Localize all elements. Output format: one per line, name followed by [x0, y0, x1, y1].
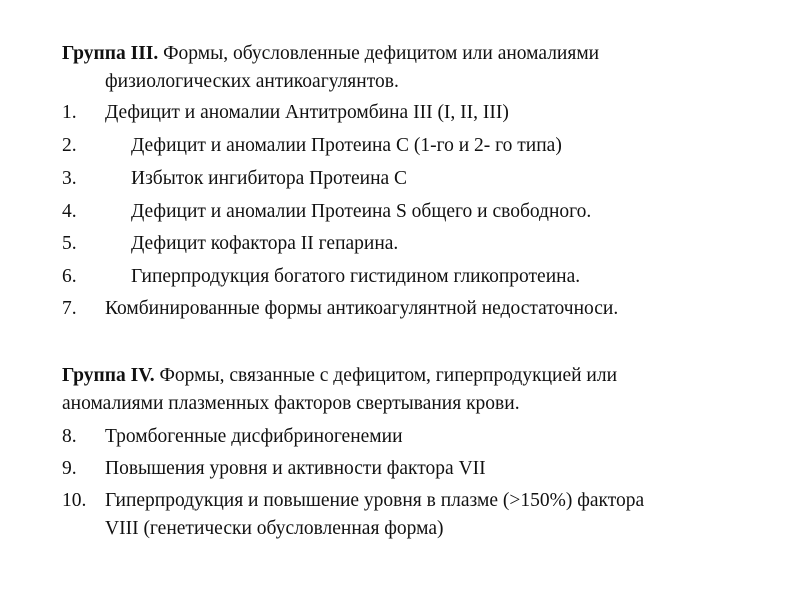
- list-item-number: 1.: [62, 102, 77, 123]
- list-item-number: 7.: [62, 298, 77, 319]
- list-item-text: Дефицит и аномалии Протеина С (1-го и 2- го типа): [131, 135, 562, 156]
- group4-heading-continued: аномалиями плазменных факторов свертывания крови.: [62, 393, 520, 414]
- group4-heading: [62, 364, 617, 388]
- group4-title: Группа IV.: [62, 365, 155, 386]
- list-item-text: Дефицит и аномалии Протеина S общего и свободного.: [131, 201, 592, 222]
- list-item-text: Избыток ингибитора Протеина С: [131, 168, 408, 189]
- list-item-text: Дефицит кофактора II гепарина.: [131, 233, 399, 254]
- list-item-text: Комбинированные формы антикоагулянтной недостаточноси.: [105, 298, 619, 319]
- group3-heading-text: Формы, обусловленные дефицитом или аномалиями: [158, 43, 600, 64]
- list-item-number: 4.: [62, 201, 77, 222]
- list-item-text: Гиперпродукция и повышение уровня в плазме (>150%) фактора: [105, 490, 645, 511]
- list-item-number: 8.: [62, 426, 77, 447]
- list-item-number: 2.: [62, 135, 77, 156]
- group3-heading: [62, 42, 599, 66]
- list-item-text: Гиперпродукция богатого гистидином гликопротеина.: [131, 266, 581, 287]
- group3-title: Группа III.: [62, 43, 159, 64]
- list-item-text: Дефицит и аномалии Антитромбина III (I, II, III): [105, 102, 509, 123]
- list-item-number: 5.: [62, 233, 77, 254]
- list-item-number: 6.: [62, 266, 77, 287]
- list-item-text: Тромбогенные дисфибриногенемии: [105, 426, 403, 447]
- list-item-number: 10.: [62, 490, 87, 511]
- group3-heading-continued: физиологических антикоагулянтов.: [105, 71, 399, 92]
- list-item-number: 9.: [62, 458, 77, 479]
- list-item-text: Повышения уровня и активности фактора VII: [105, 458, 486, 479]
- list-item-number: 3.: [62, 168, 77, 189]
- group4-heading-text: Формы, связанные с дефицитом, гиперпродукцией или: [154, 365, 618, 386]
- list-item-text-continued: VIII (генетически обусловленная форма): [105, 518, 444, 539]
